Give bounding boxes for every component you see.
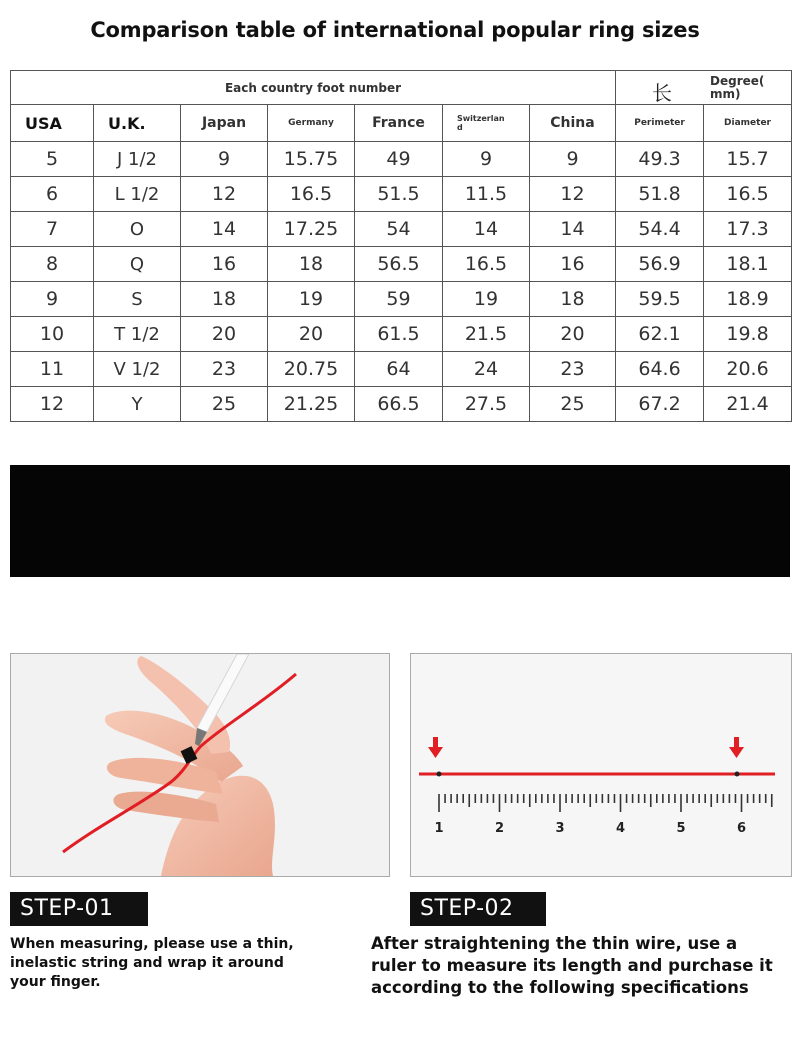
step-01-illustration bbox=[10, 653, 390, 877]
cell-uk: Y bbox=[94, 387, 181, 422]
cell-diameter: 21.4 bbox=[704, 387, 792, 422]
cell-china: 9 bbox=[530, 142, 616, 177]
ring-size-table bbox=[10, 70, 791, 435]
table-row bbox=[11, 282, 792, 317]
cell-uk: V 1/2 bbox=[94, 352, 181, 387]
ruler-number: 1 bbox=[434, 821, 444, 836]
hand-measure-image bbox=[11, 654, 389, 876]
cell-perimeter: 64.6 bbox=[616, 352, 704, 387]
cell-usa: 7 bbox=[11, 212, 94, 247]
cell-diameter: 15.7 bbox=[704, 142, 792, 177]
cell-perimeter: 49.3 bbox=[616, 142, 704, 177]
ruler-number: 4 bbox=[615, 821, 626, 836]
ruler-number: 6 bbox=[736, 821, 747, 836]
col-header-diameter: Diameter bbox=[704, 105, 792, 142]
end-marker bbox=[735, 772, 740, 777]
col-header-france: France bbox=[355, 105, 443, 142]
col-header-perimeter: Perimeter bbox=[616, 105, 704, 142]
cell-uk: Q bbox=[94, 247, 181, 282]
cell-germany: 17.25 bbox=[268, 212, 355, 247]
cell-china: 20 bbox=[530, 317, 616, 352]
cell-perimeter: 59.5 bbox=[616, 282, 704, 317]
cell-japan: 25 bbox=[181, 387, 268, 422]
cell-perimeter: 54.4 bbox=[616, 212, 704, 247]
col-header-switzerland bbox=[443, 105, 530, 142]
table-row bbox=[11, 212, 792, 247]
cell-germany: 15.75 bbox=[268, 142, 355, 177]
cell-usa: 10 bbox=[11, 317, 94, 352]
cell-france: 56.5 bbox=[355, 247, 443, 282]
cell-diameter: 19.8 bbox=[704, 317, 792, 352]
table-row bbox=[11, 317, 792, 352]
cell-france: 66.5 bbox=[355, 387, 443, 422]
banner-title: Wearing instructions bbox=[231, 36, 549, 67]
cell-diameter: 18.1 bbox=[704, 247, 792, 282]
cell-japan: 14 bbox=[181, 212, 268, 247]
cell-japan: 9 bbox=[181, 142, 268, 177]
table-row bbox=[11, 247, 792, 282]
cell-france: 59 bbox=[355, 282, 443, 317]
cell-uk: L 1/2 bbox=[94, 177, 181, 212]
cell-germany: 18 bbox=[268, 247, 355, 282]
instructions-banner bbox=[10, 465, 790, 577]
cell-japan: 12 bbox=[181, 177, 268, 212]
ruler-number: 5 bbox=[676, 821, 686, 836]
ruler-number: 3 bbox=[555, 821, 565, 836]
cell-germany: 20 bbox=[268, 317, 355, 352]
cell-france: 54 bbox=[355, 212, 443, 247]
cell-germany: 19 bbox=[268, 282, 355, 317]
table-row bbox=[11, 352, 792, 387]
cell-switzerland: 9 bbox=[443, 142, 530, 177]
cell-switzerland: 19 bbox=[443, 282, 530, 317]
cell-uk: T 1/2 bbox=[94, 317, 181, 352]
page-title: Comparison table of international popular ring sizes bbox=[90, 18, 700, 42]
ruler-measure-image bbox=[411, 654, 791, 876]
cell-uk: O bbox=[94, 212, 181, 247]
table-row bbox=[11, 177, 792, 212]
switzerland-label-a: Switzerlan bbox=[457, 114, 505, 123]
cell-japan: 18 bbox=[181, 282, 268, 317]
cell-switzerland: 27.5 bbox=[443, 387, 530, 422]
cell-usa: 6 bbox=[11, 177, 94, 212]
cell-diameter: 18.9 bbox=[704, 282, 792, 317]
cell-switzerland: 11.5 bbox=[443, 177, 530, 212]
cell-usa: 9 bbox=[11, 282, 94, 317]
cell-germany: 21.25 bbox=[268, 387, 355, 422]
step-01-label: STEP-01 bbox=[10, 892, 148, 926]
start-marker bbox=[437, 772, 442, 777]
cell-switzerland: 14 bbox=[443, 212, 530, 247]
cell-china: 16 bbox=[530, 247, 616, 282]
cell-diameter: 17.3 bbox=[704, 212, 792, 247]
cell-perimeter: 56.9 bbox=[616, 247, 704, 282]
unit-header bbox=[616, 71, 792, 105]
col-header-germany: Germany bbox=[268, 105, 355, 142]
unit-glyph: 长 bbox=[652, 81, 673, 105]
cell-china: 12 bbox=[530, 177, 616, 212]
cell-switzerland: 21.5 bbox=[443, 317, 530, 352]
cell-japan: 23 bbox=[181, 352, 268, 387]
cell-france: 64 bbox=[355, 352, 443, 387]
col-header-china: China bbox=[530, 105, 616, 142]
table-row bbox=[11, 142, 792, 177]
cell-france: 61.5 bbox=[355, 317, 443, 352]
table-row bbox=[11, 387, 792, 422]
cell-perimeter: 67.2 bbox=[616, 387, 704, 422]
col-header-uk: U.K. bbox=[94, 105, 181, 142]
cell-usa: 8 bbox=[11, 247, 94, 282]
cell-uk: J 1/2 bbox=[94, 142, 181, 177]
step-02-illustration bbox=[410, 653, 792, 877]
step-02-label: STEP-02 bbox=[410, 892, 546, 926]
cell-japan: 20 bbox=[181, 317, 268, 352]
cell-china: 25 bbox=[530, 387, 616, 422]
unit-label: Degree( mm) bbox=[710, 74, 765, 101]
cell-uk: S bbox=[94, 282, 181, 317]
cell-usa: 12 bbox=[11, 387, 94, 422]
cell-perimeter: 62.1 bbox=[616, 317, 704, 352]
col-header-japan: Japan bbox=[181, 105, 268, 142]
cell-china: 14 bbox=[530, 212, 616, 247]
cell-switzerland: 24 bbox=[443, 352, 530, 387]
cell-germany: 20.75 bbox=[268, 352, 355, 387]
group-header: Each country foot number bbox=[11, 71, 616, 105]
cell-diameter: 20.6 bbox=[704, 352, 792, 387]
cell-japan: 16 bbox=[181, 247, 268, 282]
switzerland-label-b: d bbox=[457, 123, 463, 132]
cell-france: 51.5 bbox=[355, 177, 443, 212]
cell-germany: 16.5 bbox=[268, 177, 355, 212]
ruler-number: 2 bbox=[494, 821, 505, 836]
step-02-caption: After straightening the thin wire, use a ruler to measure its length and purchase it according to the following specifications bbox=[371, 934, 773, 997]
cell-usa: 5 bbox=[11, 142, 94, 177]
cell-usa: 11 bbox=[11, 352, 94, 387]
step-01-caption: When measuring, please use a thin, inelastic string and wrap it around your finger. bbox=[10, 936, 294, 990]
col-header-usa: USA bbox=[11, 105, 94, 142]
cell-diameter: 16.5 bbox=[704, 177, 792, 212]
cell-china: 18 bbox=[530, 282, 616, 317]
cell-china: 23 bbox=[530, 352, 616, 387]
ring-size-grid bbox=[10, 70, 792, 422]
cell-france: 49 bbox=[355, 142, 443, 177]
cell-perimeter: 51.8 bbox=[616, 177, 704, 212]
cell-switzerland: 16.5 bbox=[443, 247, 530, 282]
